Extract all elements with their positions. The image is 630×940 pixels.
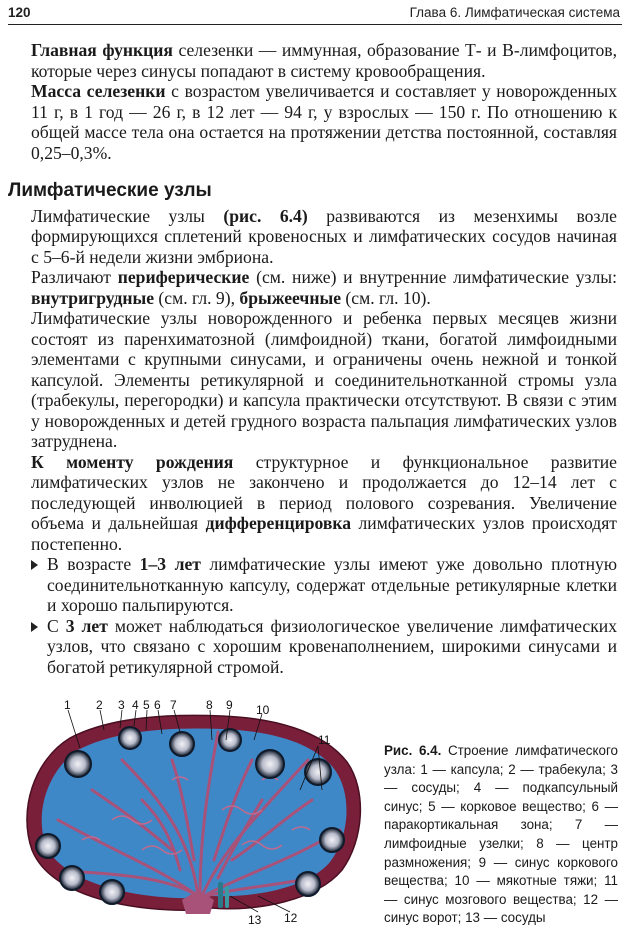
paragraph-text: Лимфатические узлы	[31, 205, 224, 226]
term-mesenteric: брыжеечные	[239, 287, 342, 308]
fig-label-7: 7	[170, 700, 177, 712]
term-peripheral: периферические	[117, 267, 250, 287]
paragraph-text: лимфатических узлов происходят постепенно.	[31, 513, 617, 554]
fig-label-10: 10	[256, 703, 270, 717]
paragraph-text: может наблюдаться физиологическое увеличение лимфатических узлов, что связано с хорошим кровенаполнением, широкими синусами и богатой ретикулярной стромой.	[47, 615, 617, 677]
figure-caption	[384, 742, 618, 928]
paragraph-text: селезенки — иммунная, образование Т- и В-лимфоцитов, которые через синусы попадают в систему кровообращения.	[31, 40, 618, 81]
paragraph-types	[31, 267, 617, 308]
term-spleen-mass: Масса селезенки	[31, 81, 166, 101]
fig-label-5: 5	[143, 700, 150, 712]
paragraph-text: В возрасте	[47, 554, 140, 574]
bullet-item	[31, 616, 617, 678]
page-number: 120	[8, 5, 31, 20]
paragraph-newborn: Лимфатические узлы новорожденного и ребенка первых месяцев жизни состоят из паренхиматозной (лимфоидной) ткани, богатой лимфоидными элементами с крупными синусами, и ограничены очень нежной и тонкой капсулой. Элементы ретикулярной и соединительнотканной стромы узла (трабекулы, перегородки) и капсула практически отсутствуют. В связи с этим у новорожденных и детей грудного возраста пальпация лимфатических узлов затруднена.	[31, 308, 617, 451]
fig-label-12: 12	[284, 911, 298, 925]
figure-ref: (рис. 6.4)	[223, 205, 308, 226]
term-main-function: Главная функция	[31, 40, 173, 60]
paragraph-mass	[31, 81, 617, 163]
page-header	[8, 4, 622, 25]
bullet-arrow-icon	[31, 622, 38, 632]
fig-label-8: 8	[206, 700, 213, 712]
paragraph-text: лимфатические узлы имеют уже довольно плотную соединительнотканную капсулу, содержат отдельные ретикулярные клетки и хорошо пальпируются.	[47, 554, 617, 615]
chapter-title: Глава 6. Лимфатическая система	[409, 5, 620, 20]
paragraph-text: (см. гл. 10).	[341, 287, 431, 308]
fig-label-2: 2	[96, 700, 103, 712]
lymph-node-figure	[22, 700, 370, 940]
paragraph-text: (см. гл. 9),	[154, 287, 240, 308]
section-title: Лимфатические узлы	[8, 180, 212, 201]
term-at-birth: К моменту рождения	[31, 451, 234, 472]
paragraph-text: развиваются из мезенхимы возле формирующихся сплетений кровеносных и лимфатических сосудов начиная с 5–6-й недели жизни эмбриона.	[31, 205, 617, 267]
paragraph-function	[31, 40, 617, 81]
paragraph-development	[31, 206, 617, 268]
bullet-item	[31, 554, 617, 616]
paragraph-text: (см. ниже) и внутренние лимфатические узлы:	[249, 267, 617, 287]
fig-label-13: 13	[248, 913, 262, 927]
caption-text: Строение лимфатического узла: 1 — капсула; 2 — трабекула; 3 — сосуды; 4 — подкапсульный синус; 5 — корковое вещество; 6 — паракортикальная зона; 7 — лимфоидные узелки; 8 — центр размножения; 9 — синус коркового вещества; 10 — мякотные тяжи; 11 — синус мозгового вещества; 12 — синус ворот; 13 — сосуды	[384, 743, 618, 926]
fig-label-9: 9	[226, 700, 233, 712]
fig-label-3: 3	[118, 700, 125, 712]
fig-label-11: 11	[318, 733, 331, 747]
caption-label: Рис. 6.4.	[384, 743, 442, 758]
fig-label-4: 4	[132, 700, 139, 712]
term-age: 3 лет	[65, 615, 108, 636]
main-text	[8, 40, 618, 677]
paragraph-text: С	[47, 615, 66, 636]
paragraph-text: структурное и функциональное развитие лимфатических узлов не закончено и продолжается до 12–14 лет с последующей инволюцией в период полового созревания. Увеличение объема и дальнейшая	[31, 451, 617, 533]
paragraph-text: Различают	[31, 267, 118, 287]
term-intrathoracic: внутригрудные	[31, 287, 155, 308]
fig-label-6: 6	[154, 700, 161, 712]
term-differentiation: дифференцировка	[205, 513, 352, 533]
bullet-arrow-icon	[31, 560, 38, 570]
paragraph-birth	[31, 452, 617, 555]
paragraph-text: с возрастом увеличивается и составляет у новорожденных 11 г, в 1 год — 26 г, в 12 лет — 94 г, у взрослых — 150 г. По отношению к общей массе тела она остается на протяжении детства постоянной, составляя 0,25–0,3%.	[31, 81, 617, 163]
term-age: 1–3 лет	[139, 554, 201, 574]
fig-label-1: 1	[64, 700, 71, 712]
